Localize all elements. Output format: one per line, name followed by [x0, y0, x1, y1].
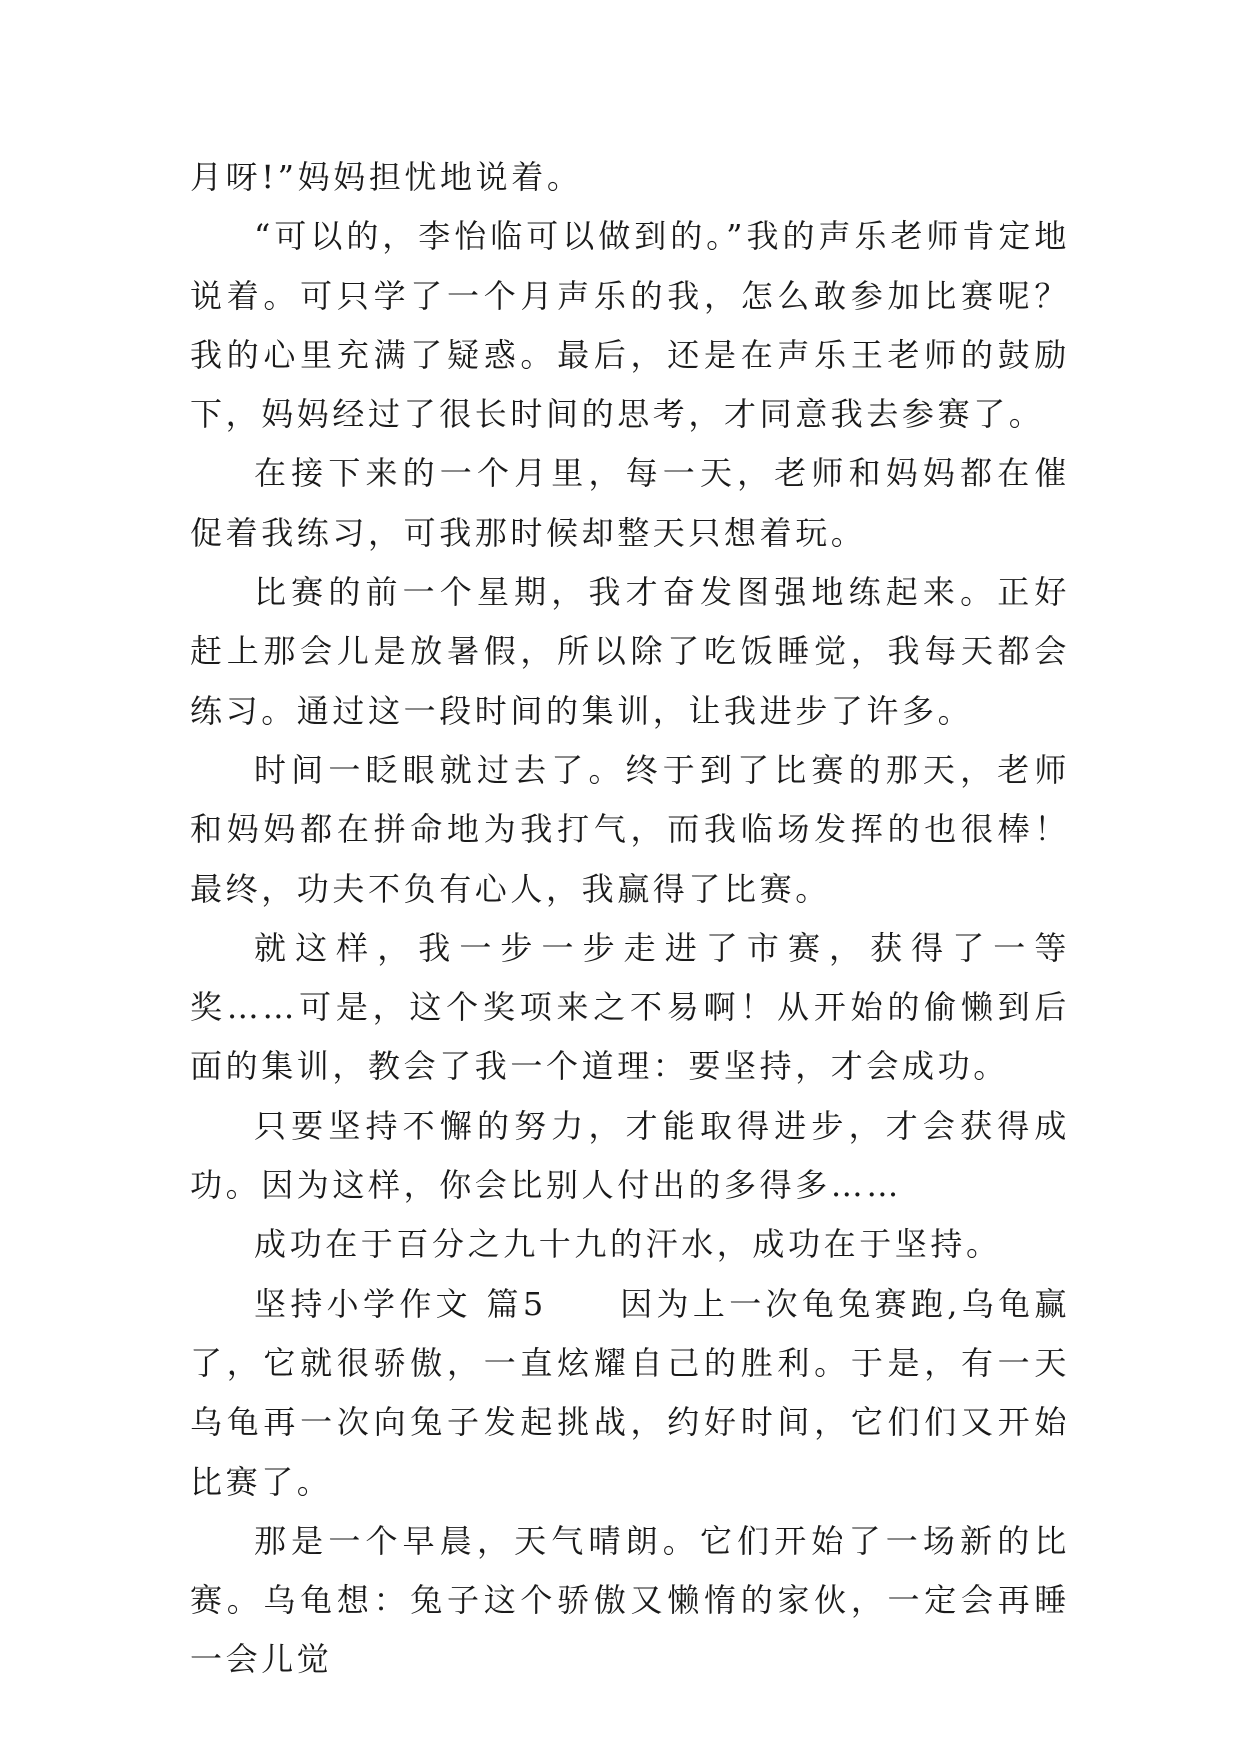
paragraph-6: 就这样，我一步一步走进了市赛，获得了一等奖……可是，这个奖项来之不易啊！从开始的偷懒到后面的集训，教会了我一个道理：要坚持，才会成功。: [190, 928, 1070, 1086]
paragraph-10: 那是一个早晨，天气晴朗。它们开始了一场新的比赛。乌龟想：兔子这个骄傲又懒惰的家伙，一定会再睡一会儿觉: [190, 1521, 1070, 1679]
paragraph-2: “可以的，李怡临可以做到的。”我的声乐老师肯定地说着。可只学了一个月声乐的我，怎么敢参加比赛呢？我的心里充满了疑惑。最后，还是在声乐王老师的鼓励下，妈妈经过了很长时间的思考，才同意我去参赛了。: [190, 217, 1070, 434]
document-body: [190, 148, 1070, 1690]
paragraph-5: 时间一眨眼就过去了。终于到了比赛的那天，老师和妈妈都在拼命地为我打气，而我临场发挥的也很棒！最终，功夫不负有心人，我赢得了比赛。: [190, 750, 1070, 908]
paragraph-4: 比赛的前一个星期，我才奋发图强地练起来。正好赶上那会儿是放暑假，所以除了吃饭睡觉，我每天都会练习。通过这一段时间的集训，让我进步了许多。: [190, 573, 1070, 730]
paragraph-3: 在接下来的一个月里，每一天，老师和妈妈都在催促着我练习，可我那时候却整天只想着玩。: [190, 454, 1070, 552]
paragraph-1: 月呀!”妈妈担忧地说着。: [190, 158, 583, 196]
paragraph-8: 成功在于百分之九十九的汗水，成功在于坚持。: [254, 1225, 1002, 1264]
paragraph-7: 只要坚持不懈的努力，才能取得进步，才会获得成功。因为这样，你会比别人付出的多得多……: [190, 1106, 1070, 1205]
paragraph-9: 坚持小学作文 篇5 因为上一次龟兔赛跑,乌龟赢了，它就很骄傲，一直炫耀自己的胜利。于是，有一天乌龟再一次向兔子发起挑战，约好时间，它们们又开始比赛了。: [190, 1284, 1070, 1501]
